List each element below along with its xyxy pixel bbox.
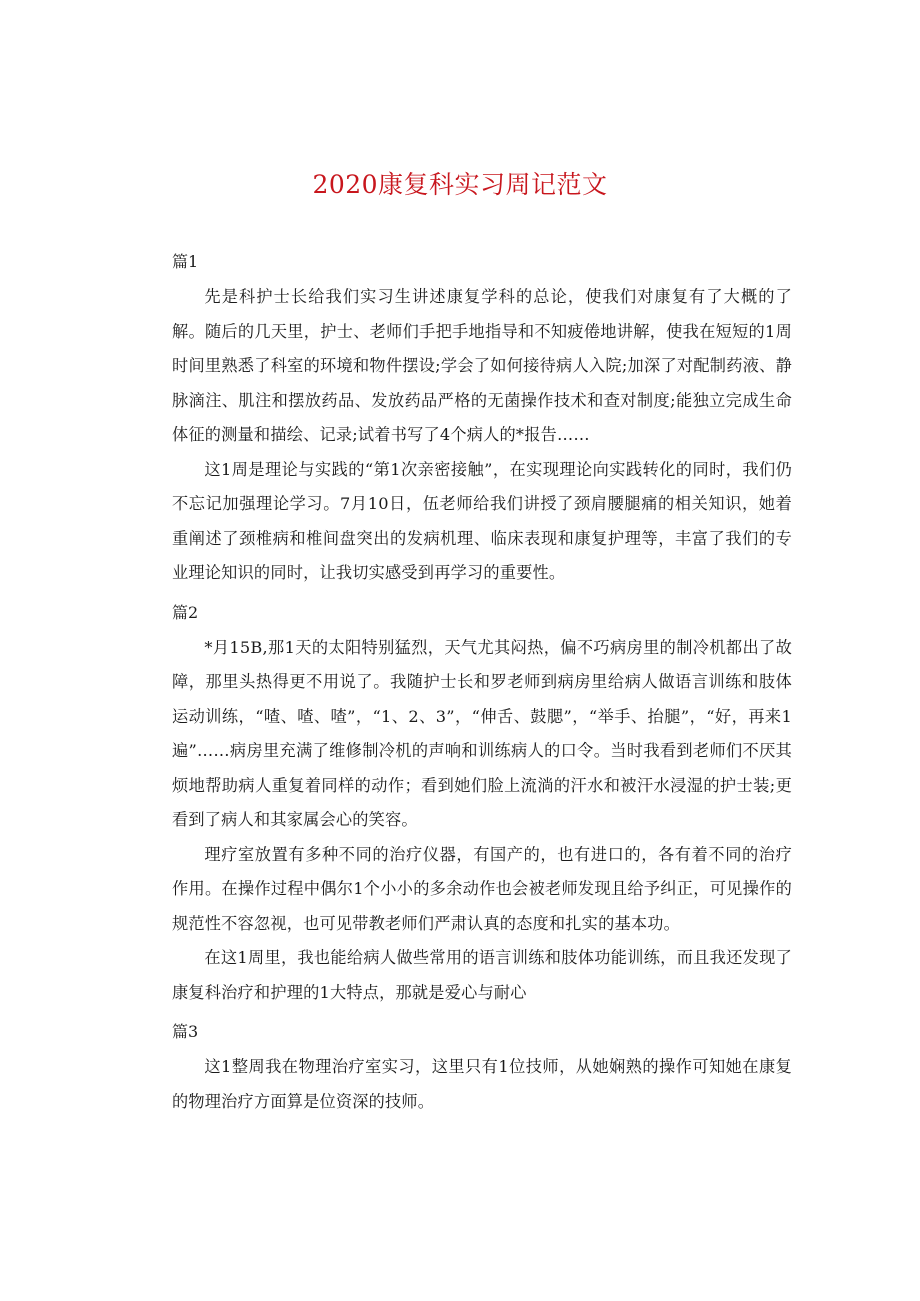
paragraph: *月15B,那1天的太阳特别猛烈，天气尤其闷热，偏不巧病房里的制冷机都出了故障，那里头热得更不用说了。我随护士长和罗老师到病房里给病人做语言训练和肢体运动训练，“喳、喳、喳”，“1、2、3”，“伸舌、鼓腮”，“举手、抬腿”，“好，再来1遍”……病房里充满了维修制冷机的声响和训练病人的口令。当时我看到老师们不厌其烦地帮助病人重复着同样的动作；看到她们脸上流淌的汗水和被汗水浸湿的护士装;更看到了病人和其家属会心的笑容。 [172, 637, 792, 829]
document-title: 2020康复科实习周记范文 [312, 170, 608, 199]
paragraph: 这1周是理论与实践的“第1次亲密接触”，在实现理论向实践转化的同时，我们仍不忘记加强理论学习。7月10日，伍老师给我们讲授了颈肩腰腿痛的相关知识，她着重阐述了颈椎病和椎间盘突出的发病机理、临床表现和康复护理等，丰富了我们的专业理论知识的同时，让我切实感受到再学习的重要性。 [172, 459, 792, 582]
document-body [172, 240, 792, 1119]
paragraph: 理疗室放置有多种不同的治疗仪器，有国产的，也有进口的，各有着不同的治疗作用。在操作过程中偶尔1个小小的多余动作也会被老师发现且给予纠正，可见操作的规范性不容忽视，也可见带教老师们严肃认真的态度和扎实的基本功。 [172, 844, 792, 933]
paragraph: 在这1周里，我也能给病人做些常用的语言训练和肢体功能训练，而且我还发现了康复科治疗和护理的1大特点，那就是爱心与耐心 [172, 948, 792, 1002]
section-2 [172, 595, 792, 1011]
paragraph: 这1整周我在物理治疗室实习，这里只有1位技师，从她娴熟的操作可知她在康复的物理治疗方面算是位资深的技师。 [172, 1057, 792, 1111]
section-1 [172, 244, 792, 591]
section-3 [172, 1014, 792, 1119]
section-label: 篇1 [172, 252, 199, 271]
section-label: 篇2 [172, 602, 199, 622]
section-label: 篇3 [172, 1022, 199, 1041]
paragraph: 先是科护士长给我们实习生讲述康复学科的总论，使我们对康复有了大概的了解。随后的几天里，护士、老师们手把手地指导和不知疲倦地讲解，使我在短短的1周时间里熟悉了科室的环境和物件摆设;学会了如何接待病人入院;加深了对配制药液、静脉滴注、肌注和摆放药品、发放药品严格的无菌操作技术和查对制度;能独立完成生命体征的测量和描绘、记录;试着书写了4个病人的*报告…… [172, 287, 792, 444]
